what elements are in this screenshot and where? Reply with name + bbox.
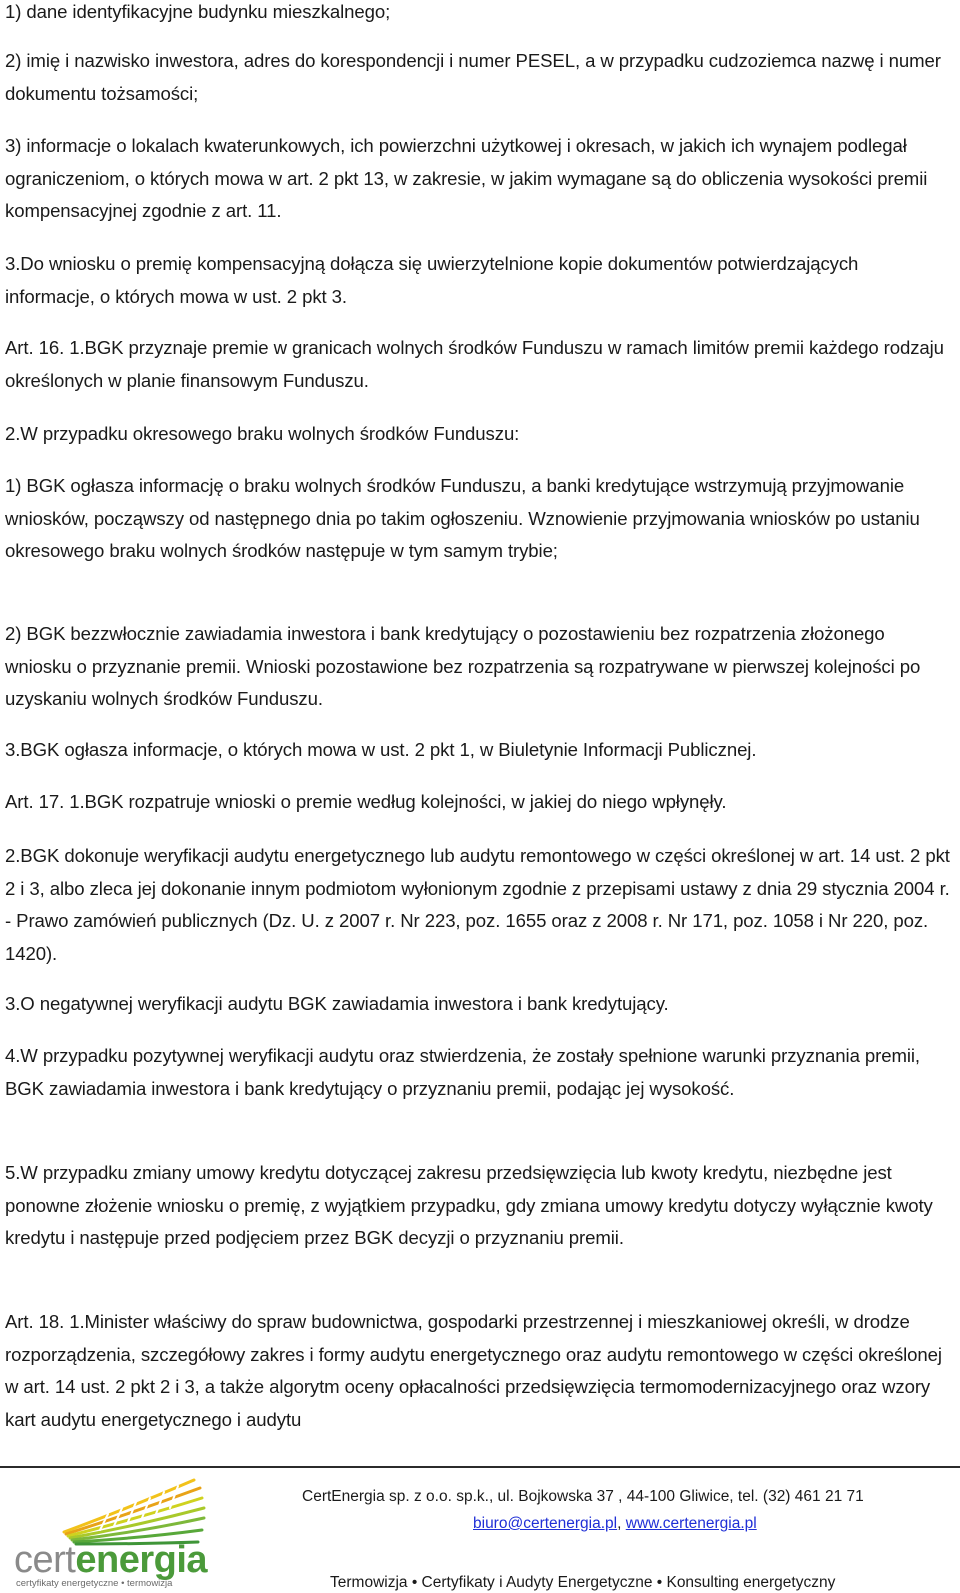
certenergia-logo bbox=[4, 1470, 214, 1588]
paragraph: 3.O negatywnej weryfikacji audytu BGK zawiadamia inwestora i bank kredytujący. bbox=[5, 993, 669, 1014]
company-address: CertEnergia sp. z o.o. sp.k., ul. Bojkowska 37 , 44-100 Gliwice, tel. (32) 461 21 71 bbox=[302, 1488, 864, 1505]
paragraph: 1) dane identyfikacyjne budynku mieszkalnego; bbox=[5, 1, 391, 22]
paragraph: Art. 16. 1.BGK przyznaje premie w granicach wolnych środków Funduszu w ramach limitów premii każdego rodzaju określonych w planie finansowym Funduszu. bbox=[5, 337, 944, 391]
paragraph: Art. 18. 1.Minister właściwy do spraw budownictwa, gospodarki przestrzennej i mieszkaniowej określi, w drodze rozporządzenia, szczegółowy zakres i formy audytu energetycznego oraz audytu remontowego w części określonej w art. 14 ust. 2 pkt 2 i 3, a także algorytm oceny opłacalności przedsięwzięcia termomodernizacyjnego oraz wzory kart audytu energetycznego i audytu bbox=[5, 1311, 942, 1430]
paragraph: 3.BGK ogłasza informacje, o których mowa w ust. 2 pkt 1, w Biuletynie Informacji Publicznej. bbox=[5, 739, 757, 760]
logo-wordmark: certenergia bbox=[14, 1539, 208, 1581]
paragraph: 3.Do wniosku o premię kompensacyjną dołącza się uwierzytelnione kopie dokumentów potwierdzających informacje, o których mowa w ust. 2 pkt 3. bbox=[5, 253, 859, 307]
email-link[interactable]: biuro@certenergia.pl bbox=[473, 1515, 618, 1532]
logo-tagline: certyfikaty energetyczne • termowizja bbox=[16, 1578, 173, 1589]
services-line: Termowizja • Certyfikaty i Audyty Energetyczne • Konsulting energetyczny bbox=[330, 1574, 836, 1591]
paragraph: Art. 17. 1.BGK rozpatruje wnioski o premie według kolejności, w jakiej do niego wpłynęły. bbox=[5, 791, 727, 812]
footer bbox=[0, 1468, 960, 1590]
paragraph: 2) BGK bezzwłocznie zawiadamia inwestora i bank kredytujący o pozostawieniu bez rozpatrzenia złożonego wniosku o przyznanie premii. Wnioski pozostawione bez rozpatrzenia są rozpatrywane w pierwszej kolejności po uzyskaniu wolnych środków Funduszu. bbox=[5, 623, 921, 709]
paragraph: 2) imię i nazwisko inwestora, adres do korespondencji i numer PESEL, a w przypadku cudzoziemca nazwę i numer dokumentu tożsamości; bbox=[5, 50, 941, 104]
paragraph: 5.W przypadku zmiany umowy kredytu dotyczącej zakresu przedsięwzięcia lub kwoty kredytu, niezbędne jest ponowne złożenie wniosku o premię, z wyjątkiem przypadku, gdy zmiana umowy kredytu dotyczy wyłącznie kwoty kredytu i następuje przed podjęciem przez BGK decyzji o przyznaniu premii. bbox=[5, 1162, 933, 1248]
contact-links bbox=[473, 1515, 757, 1533]
paragraph: 4.W przypadku pozytywnej weryfikacji audytu oraz stwierdzenia, że zostały spełnione warunki przyznania premii, BGK zawiadamia inwestora i bank kredytujący o przyznaniu premii, podając jej wysokość. bbox=[5, 1045, 920, 1099]
paragraph: 1) BGK ogłasza informację o braku wolnych środków Funduszu, a banki kredytujące wstrzymują przyjmowanie wniosków, począwszy od następnego dnia po takim ogłoszeniu. Wznowienie przyjmowania wniosków po ustaniu okresowego braku wolnych środków następuje w tym samym trybie; bbox=[5, 475, 920, 561]
website-link[interactable]: www.certenergia.pl bbox=[625, 1515, 757, 1532]
paragraph: 3) informacje o lokalach kwaterunkowych, ich powierzchni użytkowej i okresach, w jakich ich wynajem podlegał ograniczeniom, o których mowa w art. 2 pkt 13, w zakresie, w jakim wymagane są do obliczenia wysokości premii kompensacyjnej zgodnie z art. 11. bbox=[5, 135, 928, 221]
link-separator: , bbox=[617, 1515, 626, 1532]
paragraph: 2.BGK dokonuje weryfikacji audytu energetycznego lub audytu remontowego w części określonej w art. 14 ust. 2 pkt 2 i 3, albo zleca jej dokonanie innym podmiotom wyłonionym zgodnie z przepisami ustawy z dnia 29 stycznia 2004 r. - Prawo zamówień publicznych (Dz. U. z 2007 r. Nr 223, poz. 1655 oraz z 2008 r. Nr 171, poz. 1058 i Nr 220, poz. 1420). bbox=[5, 845, 950, 964]
paragraph: 2.W przypadku okresowego braku wolnych środków Funduszu: bbox=[5, 423, 520, 444]
